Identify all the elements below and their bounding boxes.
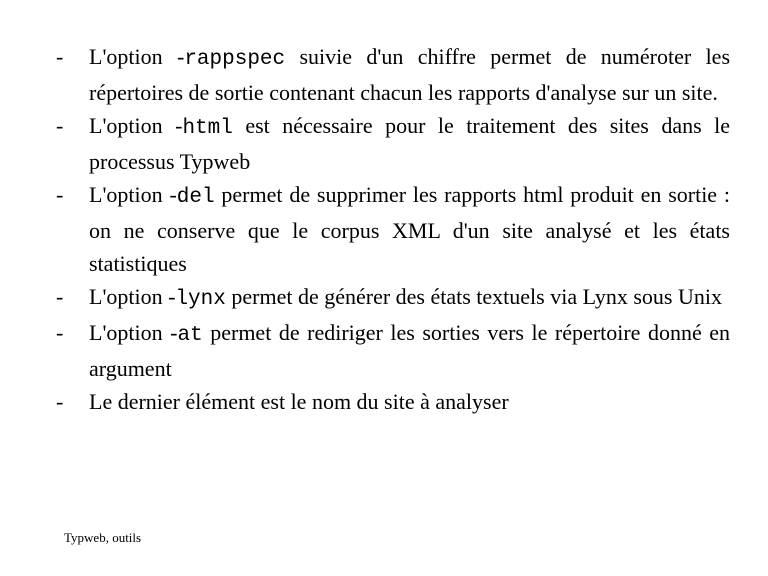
bullet-dash: - [56, 44, 64, 69]
bullet-item [56, 40, 730, 109]
bullet-dash: - [56, 113, 64, 138]
slide-footer: Typweb, outils [64, 530, 142, 545]
bullet-prefix: L'option - [89, 44, 185, 69]
bullet-dash: - [56, 389, 64, 414]
bullet-item [56, 385, 730, 421]
option-code: at [177, 324, 203, 347]
bullet-text [89, 40, 730, 109]
bullet-text [89, 385, 730, 421]
bullet-text [89, 109, 730, 178]
bullet-item [56, 178, 730, 280]
bullet-text [89, 178, 730, 280]
bullet-prefix: L'option - [89, 182, 177, 207]
option-code: html [182, 117, 233, 140]
bullet-suffix: suivie d'un chiffre permet de numéroter les répertoires de sortie contenant chacun les rapports d'analyse sur un site. [89, 44, 731, 105]
bullet-item [56, 316, 730, 385]
bullet-dash: - [56, 182, 64, 207]
option-code: rappspec [184, 48, 286, 71]
bullet-dash: - [56, 284, 64, 309]
bullet-text [89, 316, 730, 385]
bullet-prefix: L'option - [89, 113, 183, 138]
bullet-suffix: permet de rediriger les sorties vers le répertoire donné en argument [89, 320, 730, 381]
bullet-item [56, 109, 730, 178]
option-code: del [176, 186, 215, 209]
bullet-item [56, 280, 730, 316]
bullet-prefix: L'option - [89, 284, 176, 309]
bullet-text [89, 280, 730, 316]
bullet-dash: - [56, 320, 64, 345]
bullet-list [56, 40, 730, 421]
bullet-suffix: est nécessaire pour le traitement des sites dans le processus Typweb [89, 113, 730, 174]
option-code: lynx [175, 288, 226, 311]
bullet-suffix: permet de générer des états textuels via Lynx sous Unix [225, 284, 722, 309]
bullet-prefix: L'option - [89, 320, 178, 345]
bullet-prefix: Le dernier élément est le nom du site à analyser [89, 389, 509, 414]
bullet-suffix: permet de supprimer les rapports html produit en sortie : on ne conserve que le corpus XML d'un site analysé et les états statistiques [89, 182, 731, 276]
